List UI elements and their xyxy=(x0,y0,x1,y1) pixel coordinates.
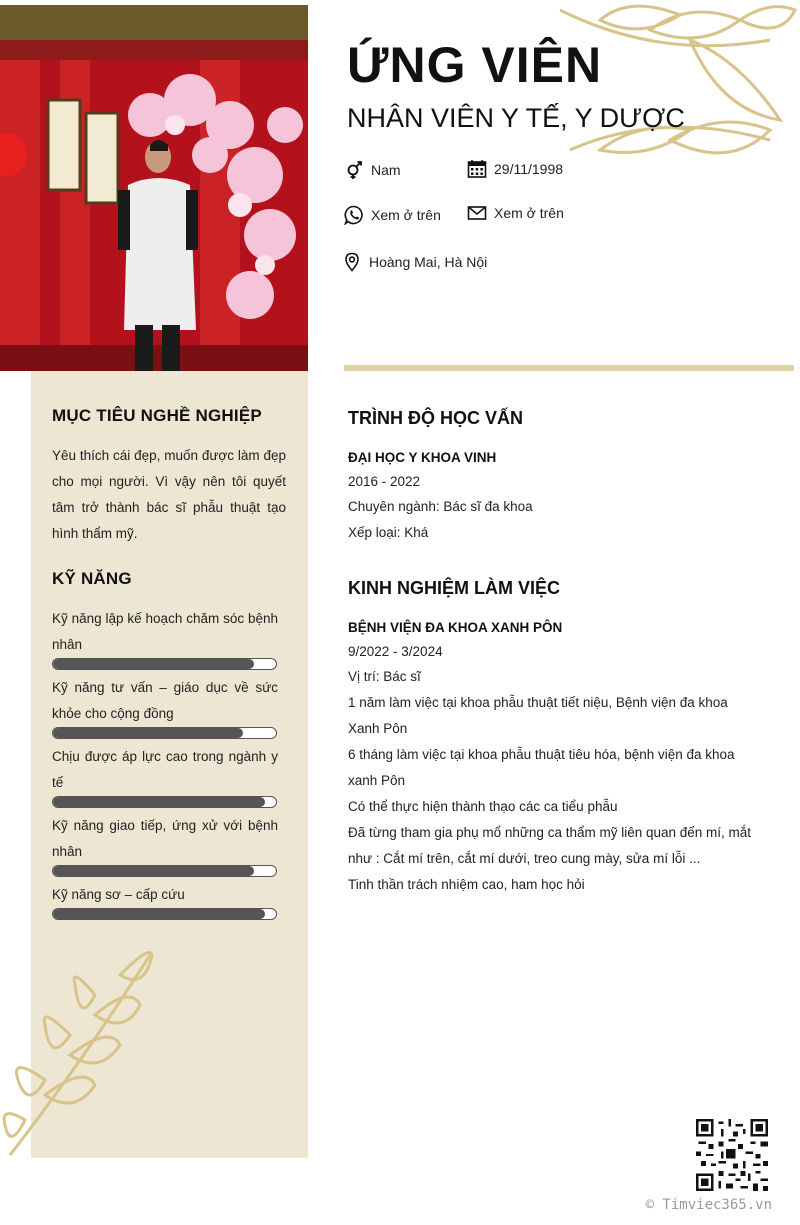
candidate-name: ỨNG VIÊN xyxy=(347,37,603,93)
skill-bar xyxy=(52,865,277,877)
experience-line: Đã từng tham gia phụ mổ những ca thẩm mỹ liên quan đến mí, mắt xyxy=(348,825,752,840)
experience-position: Vị trí: Bác sĩ xyxy=(348,669,421,684)
education-period: 2016 - 2022 xyxy=(348,474,421,489)
objective-title: MỤC TIÊU NGHỀ NGHIỆP xyxy=(52,406,262,425)
skill-bar xyxy=(52,658,277,670)
experience-line: Xanh Pôn xyxy=(348,721,408,736)
calendar-icon xyxy=(467,159,487,179)
skill-name: Kỹ năng tư vấn – giáo dục về sức khỏe cho cộng đồng xyxy=(52,680,278,721)
experience-line: xanh Pôn xyxy=(348,773,406,788)
birthday-value: 29/11/1998 xyxy=(494,161,564,177)
email-info xyxy=(467,203,564,223)
education-grade: Xếp loại: Khá xyxy=(348,525,429,540)
leaf-decoration-icon xyxy=(0,945,170,1165)
skill-name: Kỹ năng giao tiếp, ứng xử với bệnh nhân xyxy=(52,818,278,859)
skill-bar-fill xyxy=(53,909,265,919)
skill-name: Chịu được áp lực cao trong ngành y tế xyxy=(52,749,278,790)
skills-title: KỸ NĂNG xyxy=(52,569,132,588)
gender-icon xyxy=(344,160,364,180)
experience-line: Có thể thực hiện thành thạo các ca tiểu phẫu xyxy=(348,799,618,814)
skill-name: Kỹ năng lập kế hoạch chăm sóc bệnh nhân xyxy=(52,611,278,652)
header-divider xyxy=(344,365,794,371)
skill-item xyxy=(52,606,278,670)
experience-line: như : Cắt mí trên, cắt mí dưới, treo cung mày, sửa mí lỗi ... xyxy=(348,851,701,866)
education-school: ĐẠI HỌC Y KHOA VINH xyxy=(348,450,497,465)
location-pin-icon xyxy=(342,252,362,272)
copyright-text: © Timviec365.vn xyxy=(645,1197,772,1213)
skill-item xyxy=(52,744,278,808)
gender-info xyxy=(344,160,401,180)
skill-bar-fill xyxy=(53,728,243,738)
skill-item xyxy=(52,675,278,739)
email-value: Xem ở trên xyxy=(494,205,564,221)
experience-line: Tinh thần trách nhiệm cao, ham học hỏi xyxy=(348,877,585,892)
leaf-decoration-icon xyxy=(540,0,800,200)
skill-name: Kỹ năng sơ – cấp cứu xyxy=(52,887,185,902)
experience-title: KINH NGHIỆM LÀM VIỆC xyxy=(348,578,561,598)
education-major: Chuyên ngành: Bác sĩ đa khoa xyxy=(348,499,533,514)
experience-company: BỆNH VIỆN ĐA KHOA XANH PÔN xyxy=(348,620,563,635)
candidate-role: NHÂN VIÊN Y TẾ, Y DƯỢC xyxy=(347,103,685,133)
gender-value: Nam xyxy=(371,162,401,178)
skill-bar xyxy=(52,796,277,808)
education-title: TRÌNH ĐỘ HỌC VẤN xyxy=(348,408,523,428)
candidate-photo xyxy=(0,5,308,371)
phone-info xyxy=(344,205,441,225)
skill-item xyxy=(52,882,278,920)
address-value: Hoàng Mai, Hà Nội xyxy=(369,254,488,270)
whatsapp-icon xyxy=(344,205,364,225)
qr-code-icon xyxy=(696,1119,768,1191)
phone-value: Xem ở trên xyxy=(371,207,441,223)
address-info xyxy=(342,252,487,272)
skill-item xyxy=(52,813,278,877)
skill-bar-fill xyxy=(53,866,254,876)
birthday-info xyxy=(467,159,563,179)
objective-text: Yêu thích cái đẹp, muốn được làm đẹp cho mọi người. Vì vậy nên tôi quyết tâm trở thành bác sĩ phẫu thuật tạo hình thẩm mỹ. xyxy=(52,448,286,541)
mail-icon xyxy=(467,203,487,223)
skill-bar xyxy=(52,908,277,920)
skill-bar-fill xyxy=(53,797,265,807)
experience-period: 9/2022 - 3/2024 xyxy=(348,644,443,659)
experience-line: 6 tháng làm việc tại khoa phẫu thuật tiêu hóa, bệnh viện đa khoa xyxy=(348,747,735,762)
experience-line: 1 năm làm việc tại khoa phẫu thuật tiết niệu, Bệnh viện đa khoa xyxy=(348,695,728,710)
skill-bar-fill xyxy=(53,659,254,669)
skill-bar xyxy=(52,727,277,739)
